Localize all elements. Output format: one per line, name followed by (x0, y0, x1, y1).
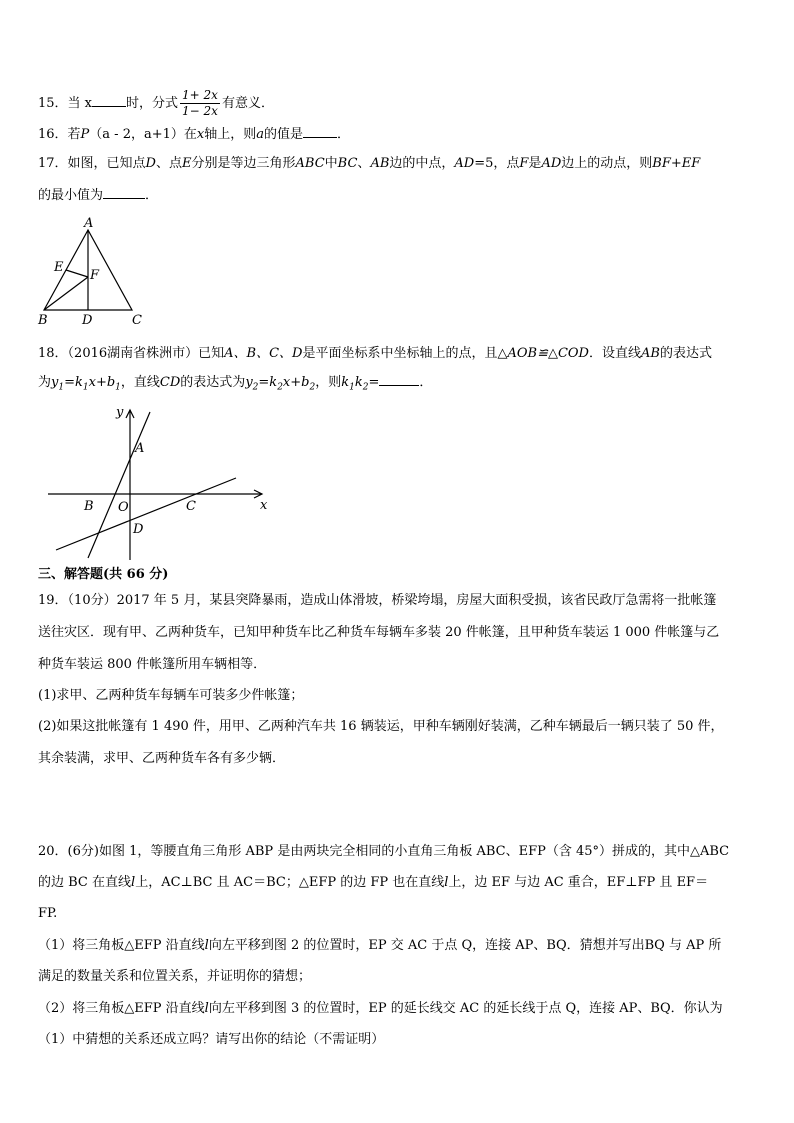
q19-line-3: 种货车装运 800 件帐篷所用车辆相等． (38, 657, 267, 672)
q17-text: 17．如图，已知点 (38, 156, 146, 171)
q16-text: 16．若 (38, 127, 81, 142)
q17-text-4: 边的中点， (389, 156, 455, 171)
q17-triangle-figure (30, 215, 160, 330)
point-e: E (182, 156, 192, 171)
point-d: D (145, 156, 156, 171)
q19-line-6: 其余装满，求甲、乙两种货车各有多少辆． (38, 751, 286, 766)
q17-text-3: 中 (324, 156, 338, 171)
q15-text: 15．当 x (38, 96, 93, 111)
q20-text-6: （2）将三角板△EFP 沿直线 (38, 1001, 205, 1016)
q15-text-end: 有意义． (221, 96, 274, 111)
line-l: l (204, 938, 209, 953)
q16-text-3: 的值是 (264, 127, 304, 142)
q15-fraction (180, 88, 220, 119)
q18-eq: = (368, 375, 380, 390)
k2: k (354, 375, 363, 390)
section-3-heading: 三、解答题(共 66 分) (38, 567, 169, 582)
points-abcd: A、B、C、D (224, 346, 303, 361)
q17-text-6: 是 (528, 156, 542, 171)
question-18-line-2 (38, 374, 432, 397)
q17-text-5: =5，点 (474, 156, 520, 171)
expr-y2 (245, 375, 316, 393)
sub: 2 (309, 382, 316, 393)
q20-line-2 (38, 874, 708, 892)
sub: 2 (277, 382, 283, 393)
expr-k1k2 (341, 375, 369, 393)
q20-part-2 (38, 1000, 723, 1018)
q18-text: 18．（2016湖南省株洲市）已知 (38, 346, 225, 361)
y1-y: y (51, 375, 59, 390)
q18-text-5: 为 (38, 375, 52, 390)
y1-eq: =k (64, 375, 83, 390)
label-c: C (132, 313, 142, 328)
sub: 2 (252, 382, 259, 393)
label-b: B (84, 499, 94, 514)
y2-y: y (245, 375, 253, 390)
sub: 1 (82, 382, 89, 393)
q20-line-5: 满足的数量关系和位置关系，并证明你的猜想； (38, 969, 312, 984)
var-x: x (196, 127, 205, 142)
y1-x: x+b (88, 375, 116, 390)
q16-text-2: 轴上，则 (204, 127, 257, 142)
sub: 2 (362, 382, 369, 393)
q20-part-1 (38, 937, 721, 955)
expr-bf-ef: BF+EF (652, 156, 701, 171)
q18-text-7: 的表达式为 (180, 375, 246, 390)
label-x: x (260, 498, 268, 513)
side-bc: BC (337, 156, 358, 171)
label-a: A (84, 216, 94, 231)
segment-ef-line (66, 270, 88, 277)
q18-text-6: ，直线 (120, 375, 160, 390)
q20-text-5: 向左平移到图 2 的位置时，EP 交 AC 于点 Q，连接 AP、BQ．猜想并写出BQ 与 AP 所 (208, 938, 722, 953)
q20-text-4: （1）将三角板△EFP 沿直线 (38, 938, 205, 953)
side-ab: AB (370, 156, 390, 171)
question-18-line-1 (38, 345, 712, 363)
line-cd-graph (56, 478, 236, 550)
question-15 (38, 88, 274, 119)
line-cd: CD (159, 375, 181, 390)
line-l: l (444, 875, 449, 890)
k1: k (341, 375, 350, 390)
label-d: D (82, 313, 93, 328)
segment-ad-2: AD (541, 156, 562, 171)
q17-text-7: 边上的动点，则 (561, 156, 653, 171)
q18-text-3: ．设直线 (588, 346, 641, 361)
label-b: B (38, 313, 48, 328)
label-c: C (186, 499, 196, 514)
q20-text-7: 向左平移到图 3 的位置时，EP 的延长线交 AC 的延长线于点 Q，连接 AP、BQ．你认为 (208, 1001, 723, 1016)
q19-line-1: 19．（10分）2017 年 5 月，某县突降暴雨，造成山体滑坡，桥梁垮塌，房屋大面积受损，该省民政厅急需将一批帐篷 (38, 593, 717, 608)
q18-coordinate-figure (40, 402, 275, 562)
q16-coords: （a - 2，a+1）在 (89, 127, 197, 142)
label-o: O (118, 500, 129, 515)
q20-line-7: （1）中猜想的关系还成立吗？请写出你的结论（不需证明） (38, 1032, 385, 1047)
label-e: E (54, 260, 64, 275)
label-f: F (90, 268, 100, 283)
q17-sep-2: 、 (357, 156, 371, 171)
y2-eq: =k (258, 375, 278, 390)
line-l: l (204, 1001, 209, 1016)
question-17-line-2 (38, 187, 158, 205)
q16-end: ． (337, 127, 351, 142)
q18-text-4: 的表达式 (659, 346, 712, 361)
q20-line-3: FP. (38, 906, 58, 921)
q18-end: ． (419, 375, 433, 390)
q20-text: 的边 BC 在直线 (38, 875, 132, 890)
segment-ad: AD (454, 156, 475, 171)
q19-part-2: (2)如果这批帐篷有 1 490 件，用甲、乙两种汽车共 16 辆装运，甲种车辆刚好装满，乙种车辆最后一辆只装了 50 件， (38, 719, 724, 734)
label-y: y (116, 405, 124, 420)
q17-answer-blank[interactable] (103, 198, 145, 199)
q19-line-2: 送往灾区．现有甲、乙两种货车，已知甲种货车比乙种货车每辆车多装 20 件帐篷，且甲种货车装运 1 000 件帐篷与乙 (38, 625, 720, 640)
q17-text-2: 分别是等边三角形 (191, 156, 296, 171)
q19-part-1: (1)求甲、乙两种货车每辆车可装多少件帐篷； (38, 688, 304, 703)
fraction-denominator: 1− 2x (182, 104, 218, 118)
q20-text-2: 上，AC⊥BC 且 AC＝BC；△EFP 的边 FP 也在直线 (135, 875, 445, 890)
q17-sep: 、点 (155, 156, 182, 171)
question-17-line-1 (38, 155, 700, 173)
expr-y1 (51, 375, 121, 393)
q20-text-3: 上，边 EF 与边 AC 重合，EF⊥FP 且 EF＝ (448, 875, 709, 890)
q16-answer-blank[interactable] (303, 137, 337, 138)
fraction-numerator: 1+ 2x (182, 88, 218, 102)
triangle-abc: ABC (295, 156, 325, 171)
question-16 (38, 126, 350, 144)
label-a: A (135, 441, 145, 456)
q18-text-8: ，则 (315, 375, 342, 390)
label-d: D (133, 522, 144, 537)
q20-line-1: 20．(6分)如图 1，等腰直角三角形 ABP 是由两块完全相同的小直角三角板 ABC、EFP（含 45°）拼成的，其中△ABC (38, 844, 730, 859)
y2-x: x+b (282, 375, 310, 390)
q17-end: ． (145, 188, 159, 203)
q18-answer-blank[interactable] (379, 385, 419, 386)
q15-text-mid: 时，分式 (126, 96, 179, 111)
sub: 1 (115, 382, 121, 393)
var-a: a (256, 127, 265, 142)
segment-bf-line (44, 277, 88, 310)
line-l: l (131, 875, 136, 890)
q18-text-2: 是平面坐标系中坐标轴上的点，且 (302, 346, 498, 361)
congruence: △AOB≌△COD (497, 346, 589, 361)
q17-text-8: 的最小值为 (38, 188, 104, 203)
point-p: P (80, 127, 90, 142)
q15-answer-blank[interactable] (92, 106, 126, 107)
line-ab: AB (641, 346, 660, 361)
point-f: F (519, 156, 529, 171)
sub: 1 (349, 382, 355, 393)
sub: 1 (58, 382, 65, 393)
